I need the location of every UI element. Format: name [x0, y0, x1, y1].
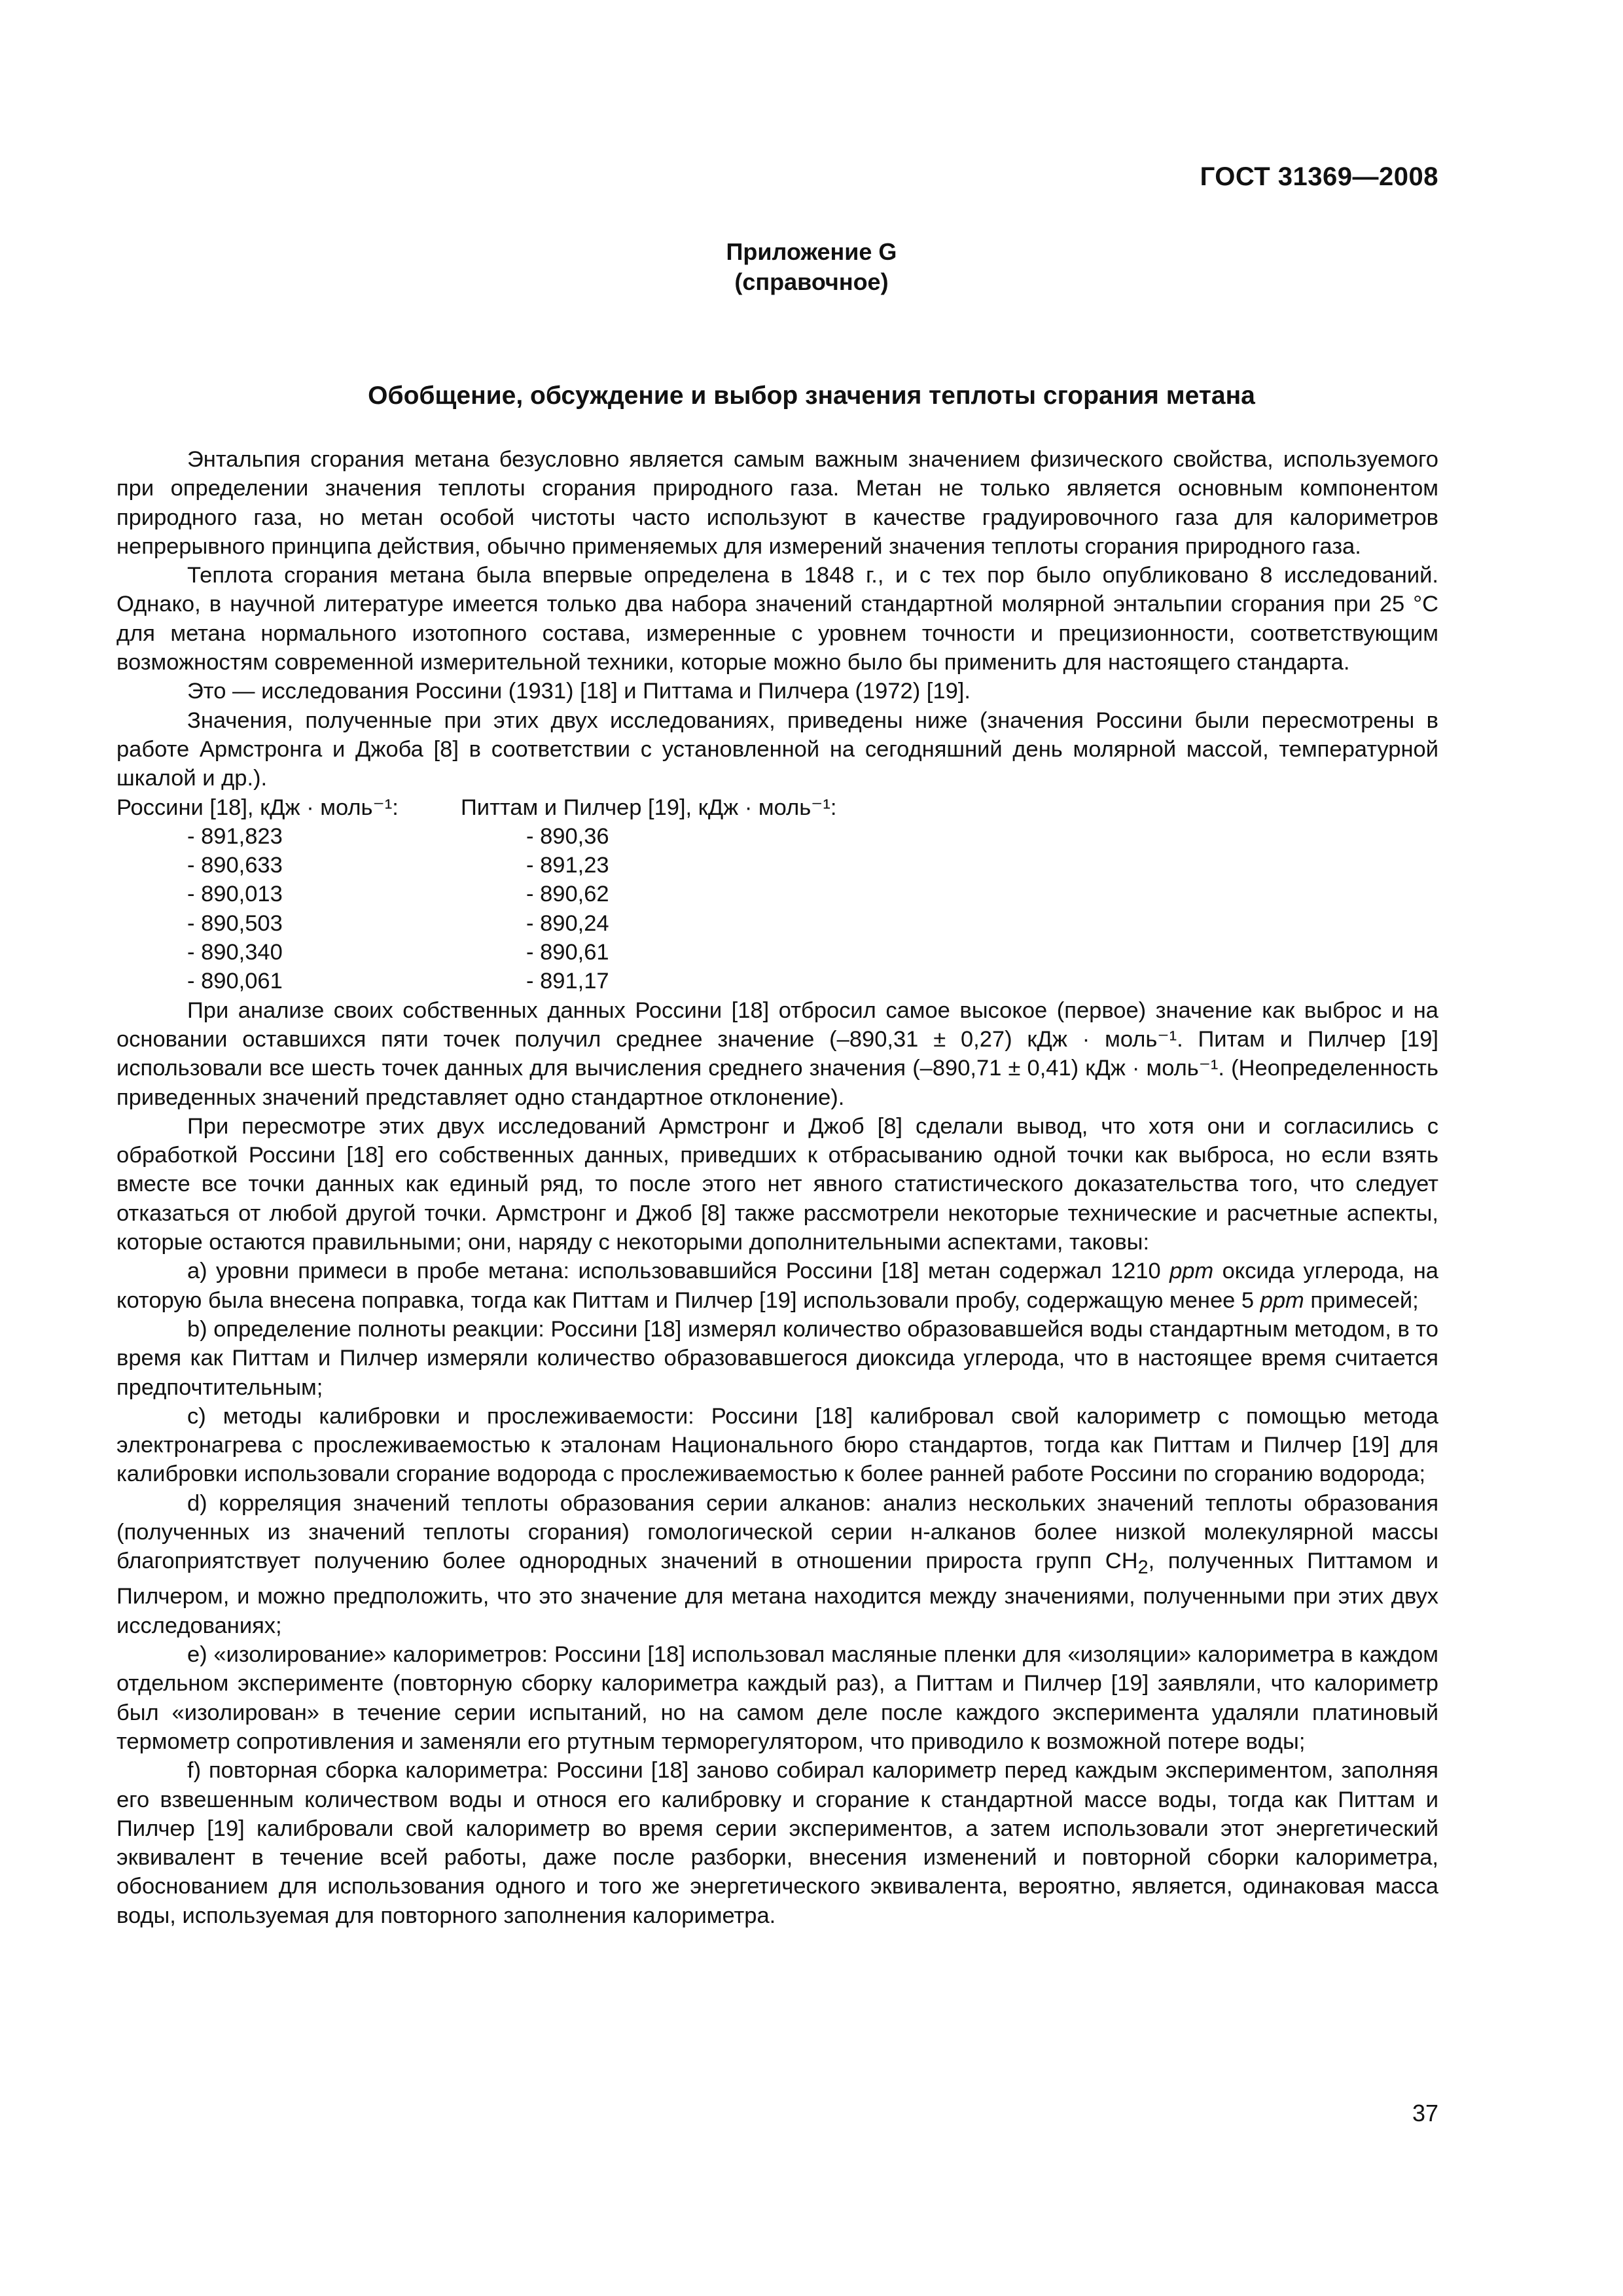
- document-body: [116, 445, 1438, 1930]
- appendix-type: (справочное): [734, 268, 889, 295]
- rossini-value: - 890,633: [187, 853, 283, 878]
- rossini-value: - 891,823: [187, 823, 283, 849]
- appendix-heading: [0, 237, 1623, 297]
- rossini-column-header: Россини [18], кДж · моль⁻¹:: [116, 795, 399, 820]
- rossini-value: - 890,013: [187, 882, 283, 907]
- list-item-b: b) определение полноты реакции: Россини [18] измерял количество образовавшейся воды стандартным методом, в то время как Питтам и Пилчер измеряли количество образовавшегося диоксида углерода, что в настоящее время считается предпочтительным;: [116, 1316, 1438, 1400]
- rossini-value: - 890,503: [187, 910, 283, 936]
- list-item-d: d) корреляция значений теплоты образования серии алканов: анализ нескольких значений теплоты образования (полученных из значений теплоты сгорания) гомологической серии н-алканов более низкой молекулярной массы благоприятствует получению более однородных значений в отношении прироста групп $СН_2$, полученных Питтамом и Пилчером, и можно предположить, что это значение для метана находится между значениями, полученными при этих двух исследованиях;: [116, 1490, 1439, 1638]
- pittam-value: - 890,36: [526, 823, 609, 849]
- data-table-header: [116, 793, 1438, 822]
- list-item-a: а) уровни примеси в пробе метана: использовавшийся Россини [18] метан содержал 1210 ppm оксида углерода, на которую была внесена поправка, тогда как Питтам и Пилчер [19] использовали пробу, содержащую менее 5 ppm примесей;: [116, 1259, 1438, 1313]
- pittam-value: - 890,61: [526, 940, 609, 965]
- paragraph-history: Теплота сгорания метана была впервые определена в 1848 г., и с тех пор было опубликовано 8 исследований. Однако, в научной литературе имеется только два набора значений стандартной молярной энтальпии сгорания при 25 °С для метана нормального изотопного состава, измеренные с уровнем точности и прецизионности, соответствующим возможностям современной измерительной техники, которые можно было бы применить для настоящего стандарта.: [116, 563, 1438, 675]
- data-table-row: [116, 938, 1438, 967]
- page-title: Обобщение, обсуждение и выбор значения теплоты сгорания метана: [368, 382, 1255, 410]
- pittam-column-header: Питтам и Пилчер [19], кДж · моль⁻¹:: [461, 795, 837, 820]
- list-item-e: е) «изолирование» калориметров: Россини [18] использовал масляные пленки для «изоляции» калориметра в каждом отдельном эксперименте (повторную сборку калориметра каждый раз), а Питтам и Пилчер [19] заявляли, что калориметр был «изолирован» в течение серии испытаний, но на самом деле после каждого эксперимента удаляли платиновый термометр сопротивления и заменяли его ртутным терморегулятором, что приводило к возможной потере воды;: [116, 1642, 1438, 1754]
- data-table-row: [116, 909, 1438, 938]
- list-item-f: f) повторная сборка калориметра: Россини [18] заново собирал калориметр перед каждым экспериментом, заполняя его взвешенным количеством воды и относя его калибровку и сгорание к стандартной массе воды, тогда как Питтам и Пилчер [19] калибровали свой калориметр во время серии экспериментов, а затем использовали этот энергетический эквивалент в течение всей работы, даже после разборки, внесения изменений и повторной сборки калориметра, обоснованием для использования одного и того же энергетического эквивалента, вероятно, является, одинаковая масса воды, используемая для повторного заполнения калориметра.: [116, 1758, 1438, 1928]
- paragraph-sources: Это — исследования Россини (1931) [18] и Питтама и Пилчера (1972) [19].: [187, 679, 971, 704]
- pittam-value: - 890,24: [526, 910, 609, 936]
- data-table-row: [116, 967, 1438, 996]
- pittam-value: - 890,62: [526, 882, 609, 907]
- page-number: 37: [1412, 2100, 1438, 2126]
- list-item-c: с) методы калибровки и прослеживаемости: Россини [18] калибровал свой калориметр с помощью метода электронагрева с прослеживаемостью к эталонам Национального бюро стандартов, тогда как Питтам и Пилчер [19] для калибровки использовали сгорание водорода с прослеживаемостью к более ранней работе Россини по сгоранию водорода;: [116, 1403, 1438, 1487]
- rossini-value: - 890,340: [187, 940, 283, 965]
- paragraph-intro: Энтальпия сгорания метана безусловно является самым важным значением физического свойства, используемого при определении значения теплоты сгорания природного газа. Метан не только является основным компонентом природного газа, но метан особой чистоты часто используют в качестве градуировочного газа для калориметров непрерывного принципа действия, обычно применяемых для измерений значения теплоты сгорания природного газа.: [116, 447, 1438, 559]
- data-table-row: [116, 822, 1438, 851]
- paragraph-review: При пересмотре этих двух исследований Армстронг и Джоб [8] сделали вывод, что хотя они и согласились с обработкой Россини [18] его собственных данных, приведших к отбрасыванию одной точки как выброса, но если взять вместе все точки данных как единый ряд, то после этого нет явного статистического доказательства того, что следует отказаться от любой другой точки. Армстронг и Джоб [8] также рассмотрели некоторые технические и расчетные аспекты, которые остаются правильными; они, наряду с некоторыми дополнительными аспектами, таковы:: [116, 1113, 1438, 1255]
- pittam-value: - 891,17: [526, 969, 609, 994]
- rossini-value: - 890,061: [187, 969, 283, 994]
- standard-code: ГОСТ 31369—2008: [1200, 162, 1438, 191]
- appendix-label: Приложение G: [726, 238, 897, 265]
- paragraph-analysis: При анализе своих собственных данных Россини [18] отбросил самое высокое (первое) значение как выброс и на основании оставшихся пяти точек получил среднее значение (–890,31 ± 0,27) кДж · моль⁻¹. Питам и Пилчер [19] использовали все шесть точек данных для вычисления среднего значения (–890,71 ± 0,41) кДж · моль⁻¹. (Неопределенность приведенных значений представляет одно стандартное отклонение).: [116, 997, 1438, 1110]
- paragraph-values-intro: Значения, полученные при этих двух исследованиях, приведены ниже (значения Россини были пересмотрены в работе Армстронга и Джоба [8] в соответствии с установленной на сегодняшний день молярной массой, температурной шкалой и др.).: [116, 708, 1438, 791]
- data-table-row: [116, 880, 1438, 908]
- data-table-row: [116, 851, 1438, 880]
- pittam-value: - 891,23: [526, 853, 609, 878]
